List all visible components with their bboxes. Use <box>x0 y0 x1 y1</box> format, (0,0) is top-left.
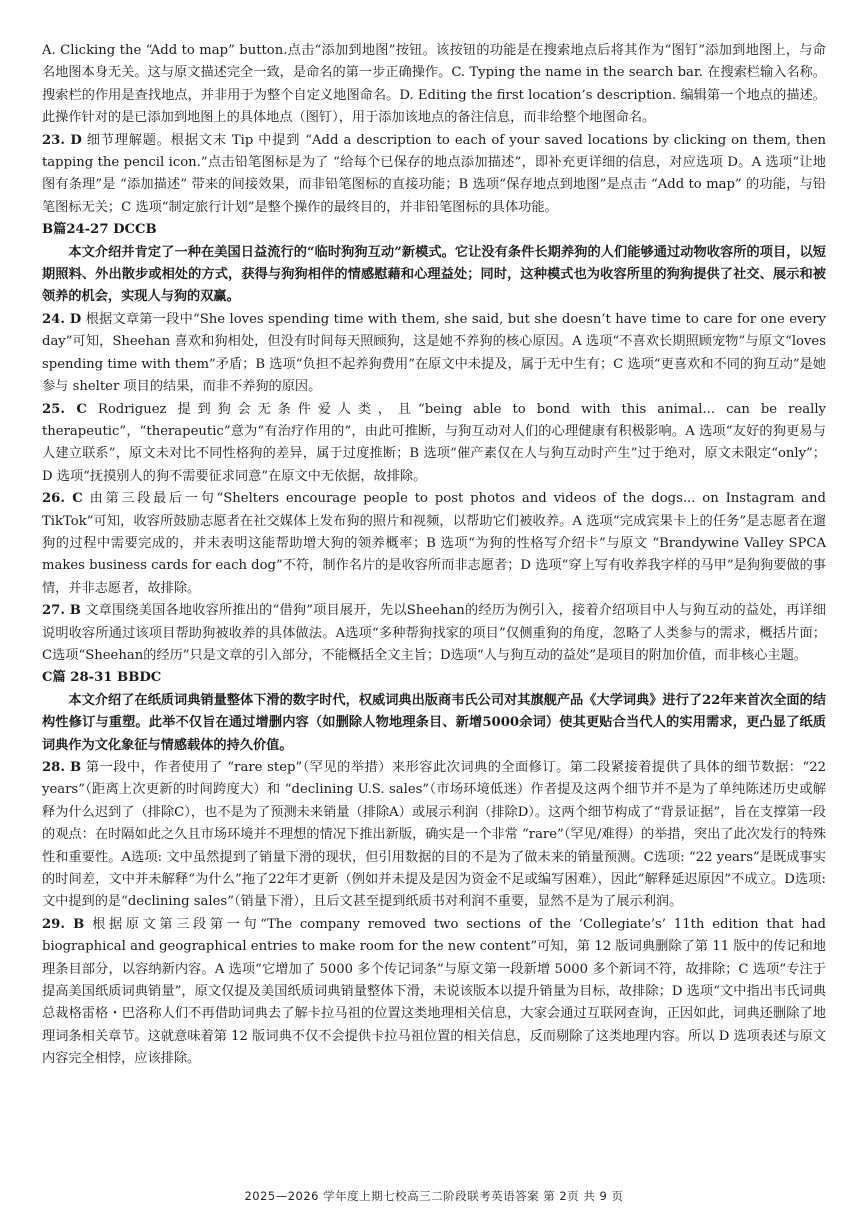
section-b-intro: 本文介绍并肯定了一种在美国日益流行的“临时狗狗互动”新模式。它让没有条件长期养狗的人们能够通过动物收容所的项目，以短期照料、外出散步或相处的方式，获得与狗狗相伴的情感慰藉和心理益处；同时，这种模式也为收容所里的狗狗提供了社交、展示和被领养的机会，实现人与狗的双赢。 <box>42 244 826 305</box>
q24-text: 根据文章第一段中“She loves spending time with them, she said, but she doesn’t have time to care for one every day”可知，Sheehan 喜欢和狗相处，但没有时间每天照顾狗，这是她不养狗的核心原因。A 选项“不喜欢长期照顾宠物”与原文“loves spending time with them”矛盾；B 选项“负担不起养狗费用”在原文中未提及，属于无中生有；C 选项“更喜欢和不同的狗互动”是她参与 shelter 项目的结果，而非不养狗的原因。 <box>42 311 827 395</box>
q22-explanation-continued: A. Clicking the “Add to map” button.点击“添加到地图”按钮。该按钮的功能是在搜索地点后将其作为“图钉”添加到地图上，与命名地图本身无关。这与原文描述完全一致，是命名的第一步正确操作。C. Typing the name in the search bar. 在搜索栏输入名称。搜索栏的作用是查找地点，并非用于为整个自定义地图命名。D. Editing the first location’s description. 编辑第一个地点的描述。此操作针对的是已添加到地图上的具体地点（图钉），用于添加该地点的备注信息，而非给整个地图命名。 <box>42 43 826 126</box>
q25-explanation <box>42 399 826 489</box>
q27-answer: 27. B <box>42 603 81 619</box>
q27-text: 文章围绕美国各地收容所推出的“借狗”项目展开，先以Sheehan的经历为例引入，接着介绍项目中人与狗互动的益处，再详细说明收容所通过该项目帮助狗被收养的具体做法。A选项“多种帮狗找家的项目”仅侧重狗的角度，忽略了人类参与的需求，概括片面；C选项“Sheehan的经历”只是文章的引入部分，不能概括全文主旨；D选项“人与狗互动的益处”是项目的附加价值，而非核心主题。 <box>42 603 826 663</box>
q28-explanation <box>42 757 826 914</box>
q26-explanation <box>42 488 826 600</box>
q23-answer: 23. D <box>42 132 82 148</box>
q26-answer: 26. C <box>42 491 83 507</box>
q24-explanation <box>42 309 826 399</box>
q26-text: 由第三段最后一句“Shelters encourage people to post photos and videos of the dogs... on Instagram and TikTok”可知，收容所鼓励志愿者在社交媒体上发布狗的照片和视频，以帮助它们被收养。A 选项“完成宾果卡上的任务”是志愿者在遛狗的过程中需要完成的，并未表明这能帮助增大狗的领养概率；B 选项“为狗的性格写介绍卡”与原文 “Brandywine Valley SPCA makes business cards for each dog”不符，制作名片的是收容所而非志愿者；D 选项“穿上写有收养我字样的马甲”是狗狗要做的事情，并非志愿者，故排除。 <box>42 491 826 596</box>
q27-explanation <box>42 600 826 667</box>
q29-explanation <box>42 914 826 1071</box>
q25-answer: 25. C <box>42 401 87 417</box>
section-c-intro: 本文介绍了在纸质词典销量整体下滑的数字时代，权威词典出版商韦氏公司对其旗舰产品《大学词典》进行了22年来首次全面的结构性修订与重塑。此举不仅旨在通过增删内容（如删除人物地理条目、新增5000余词）使其更贴合当代人的实用需求，更凸显了纸质词典作为文化象征与情感载体的持久价值。 <box>42 692 826 753</box>
q29-text: 根据原文第三段第一句“The company removed two sections of the ‘Collegiate’s’ 11th edition that had biographical and geographical entries to make room for the new content”可知，第 12 版词典删除了第 11 版中的传记和地理条目部分，以容纳新内容。A 选项“它增加了 5000 多个传记词条”与原文第一段新增 5000 多个新词不符，故排除；C 选项“专注于提高美国纸质词典销量”，原文仅提及美国纸质词典销量整体下滑，未说该版本以提升销量为目标，故排除；D 选项“文中指出韦氏词典总裁格雷格・巴洛称人们不再借助词典去了解卡拉马祖的位置这类地理相关信息，大家会通过互联网查询，正因如此，词典还删除了地理词条相关章节。这就意味着第 12 版词典不仅不会提供卡拉马祖位置的相关信息，反而剔除了这类地理内容。所以 D 选项表述与原文内容完全相悖，应该排除。 <box>42 916 826 1067</box>
section-c-heading: C篇 28-31 BBDC <box>42 670 162 686</box>
q24-answer: 24. D <box>42 311 82 327</box>
q23-text: 细节理解题。根据文末 Tip 中提到 “Add a description to each of your saved locations by clicking on them, then tapping the pencil icon.”点击铅笔图标是为了 “给每个已保存的地点添加描述”，即补充更详细的信息，对应选项 D。A 选项“让地图有条理”是 “添加描述” 带来的间接效果，而非铅笔图标的直接功能；B 选项“保存地点到地图”是点击 “Add to map” 的功能，与铅笔图标无关；C 选项“制定旅行计划”是整个操作的最终目的，并非铅笔图标的具体功能。 <box>42 132 826 215</box>
q23-explanation <box>42 130 826 220</box>
section-b-heading: B篇24-27 DCCB <box>42 222 157 238</box>
q25-text: Rodriguez 提到狗会无条件爱人类，且“being able to bond with this animal... can be really therapeutic”，“therapeutic”意为“有治疗作用的”，由此可推断，与狗互动对人们的心理健康有积极影响。A 选项“友好的狗更易与人建立联系”，原文未对比不同性格狗的差异，属于过度推断；B 选项“催产素仅在人与狗互动时产生”过于绝对，原文未限定“only”；D 选项“抚摸别人的狗不需要征求同意”在原文中无依据，故排除。 <box>42 401 827 484</box>
q28-text: 第一段中，作者使用了 “rare step”（罕见的举措）来形容此次词典的全面修订。第二段紧接着提供了具体的细节数据：“22 years”（距离上次更新的时间跨度大）和 “declining U.S. sales”（市场环境低迷）作者提及这两个细节并不是为了单纯陈述历史或解释为什么迟到了（排除C），也不是为了预测未来销量（排除A）或展示利润（排除D）。这两个细节构成了“背景证据”，旨在支撑第一段的观点：在时隔如此之久且市场环境并不理想的情况下推出新版，确实是一个非常 “rare”（罕见/难得）的举措，突出了此次发行的特殊性和重要性。A选项: 文中虽然提到了销量下滑的现状，但引用数据的目的不是为了做未来的销量预测。C选项: “22 years”是既成事实的时间差，文中并未解释“为什么”拖了22年才更新（例如并未提及是因为资金不足或编写困难），因此“解释延迟原因”不成立。D选项: 文中提到的是“declining sales”（销量下滑），且后文甚至提到纸质书对利润不重要，显然不是为了展示利润。 <box>42 760 826 910</box>
page-footer: 2025—2026 学年度上期七校高三二阶段联考英语答案 第 2页 共 9 页 <box>244 1189 624 1203</box>
q28-answer: 28. B <box>42 760 82 775</box>
q29-answer: 29. B <box>42 916 85 932</box>
